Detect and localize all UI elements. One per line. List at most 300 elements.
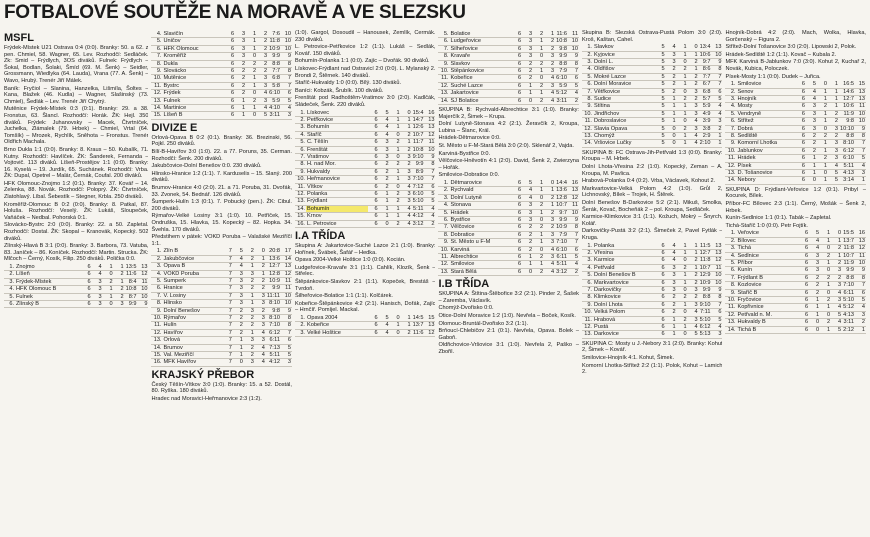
- match-report: Kunín-Sedlnice 1:1 (0:1). Tabák – Zapletal.: [725, 215, 832, 222]
- stat-cell: 4: [828, 162, 839, 169]
- team-name-cell: Heřmanovice: [306, 176, 368, 183]
- standings-table: [438, 31, 579, 105]
- stat-cell: 8:4: [125, 278, 138, 285]
- stat-cell: 6: [224, 31, 235, 38]
- stat-cell: 6: [368, 110, 379, 117]
- stat-cell: 1.: [582, 44, 593, 51]
- stat-cell: 2: [817, 155, 828, 162]
- stat-cell: 2: [544, 194, 555, 201]
- stat-cell: 16: [855, 230, 866, 237]
- match-report: Šumperk-Hulín 1:3 (0:1). 7. Pobucký (pen.). ŽK: Cibul. 200 diváků.: [151, 199, 292, 212]
- stat-cell: 8.: [151, 60, 162, 67]
- stat-cell: 4: [666, 44, 677, 51]
- stat-cell: 6:11: [266, 337, 281, 344]
- team-name-cell: Klimkovice: [593, 294, 655, 301]
- stat-cell: 6: [224, 68, 235, 75]
- stat-cell: 3:9: [699, 118, 712, 125]
- stat-cell: 2: [379, 183, 390, 190]
- stat-cell: 20:8: [266, 248, 281, 255]
- team-name-cell: Hlinsko: [162, 300, 221, 307]
- stat-cell: 1: [817, 118, 828, 125]
- stat-cell: 6: [655, 250, 666, 257]
- table-row: [582, 301, 723, 308]
- stat-cell: 2: [820, 297, 831, 304]
- stat-cell: 1: [817, 147, 828, 154]
- table-row: [582, 44, 723, 51]
- team-name-cell: Lískovec: [306, 110, 368, 117]
- table-row: [295, 139, 436, 146]
- match-report: Příbor-FC Bílovec 2:3 (1:1). Černý, Mošák – Šenk 2, Hrbek.: [725, 201, 866, 214]
- stat-cell: 3: [522, 38, 533, 45]
- stat-cell: 4: [401, 205, 412, 212]
- table-row: [582, 309, 723, 316]
- team-name-cell: Kobeřice: [449, 75, 511, 82]
- match-report: Mutěnice Frýdek-Místek 0:3 (0:1). Branky: 29. a 38. Fronstus, 63. Šlancl. Rozhodčí: Horák. ŽK: Hejl. 350 diváků. Frýdek: Juhanovsky – Macek, Čtvrtníček, Juchelka, Zlámalek (79. Hrbek) – Chmiel, Vrtal (64. Tomšík) – Mrozek, Rychlík, Sněhota – Fronstus. Trenér Oldřich Machala.: [4, 106, 149, 146]
- team-name-cell: Ludgeřovice: [449, 38, 511, 45]
- stat-cell: 11.: [582, 316, 593, 323]
- stat-cell: 4: [544, 90, 555, 97]
- stat-cell: 2: [688, 257, 699, 264]
- stat-cell: 6:11: [843, 289, 854, 296]
- stat-cell: 6: [511, 224, 522, 231]
- stat-cell: 12:7: [839, 95, 855, 102]
- table-row: [582, 110, 723, 117]
- stat-cell: 6: [711, 88, 722, 95]
- table-row: [582, 257, 723, 264]
- stat-cell: 13.: [725, 170, 736, 177]
- stat-cell: 13.: [151, 97, 162, 104]
- stat-cell: 2: [390, 198, 401, 205]
- stat-cell: 4: [379, 124, 390, 131]
- team-name-cell: Frýdek: [162, 90, 224, 97]
- stat-cell: 1: [235, 105, 246, 112]
- table-row: [438, 246, 579, 253]
- stat-cell: 11: [281, 285, 292, 292]
- stat-cell: 9.: [438, 239, 449, 246]
- stat-cell: 5:8: [268, 82, 281, 89]
- stat-cell: 6: [368, 161, 379, 168]
- stat-cell: 6: [511, 38, 522, 45]
- match-report: Rýmařov-Velké Losiny 3:1 (1:0). 10. Petříček, 15. Ondruška, 15. Hlavka, 15. Kopecký – 82. Hopka. 34. Švehla. 170 diváků.: [151, 213, 292, 233]
- stat-cell: 6: [795, 170, 806, 177]
- stat-cell: 8:10: [266, 300, 281, 307]
- stat-cell: 2: [246, 60, 257, 67]
- team-name-cell: Velká Polom: [593, 309, 655, 316]
- stat-cell: 3: [255, 337, 266, 344]
- stat-cell: 8.: [295, 161, 306, 168]
- stat-cell: 6: [81, 301, 92, 308]
- column-2: [151, 30, 292, 535]
- stat-cell: 12.: [151, 329, 162, 336]
- stat-cell: 4: [688, 324, 699, 331]
- stat-cell: 8.: [438, 231, 449, 238]
- stat-cell: 7.: [438, 45, 449, 52]
- table-row: [438, 45, 579, 52]
- stat-cell: 0: [809, 319, 820, 326]
- stat-cell: 7: [222, 292, 233, 299]
- stat-cell: 6: [511, 194, 522, 201]
- table-row: [725, 170, 866, 177]
- stat-cell: 3: [855, 311, 866, 318]
- stat-cell: 9.: [582, 103, 593, 110]
- stat-cell: 8:10: [839, 140, 855, 147]
- team-name-cell: Bílovec: [736, 237, 798, 244]
- stat-cell: 6: [798, 267, 809, 274]
- team-name-cell: Rýmařov: [162, 315, 221, 322]
- stat-cell: 10:9: [556, 224, 567, 231]
- stat-cell: 6: [511, 246, 522, 253]
- stat-cell: 1: [533, 239, 544, 246]
- table-row: [295, 146, 436, 153]
- stat-cell: 5:11: [266, 352, 281, 359]
- stat-cell: 1: [533, 38, 544, 45]
- stat-cell: 5: [655, 96, 666, 103]
- stat-cell: 2: [806, 147, 817, 154]
- team-name-cell: Větřkovice: [593, 88, 655, 95]
- stat-cell: 6: [798, 297, 809, 304]
- stat-cell: 4: [809, 245, 820, 252]
- stat-cell: 0: [401, 110, 412, 117]
- stat-cell: 7: [222, 285, 233, 292]
- stat-cell: 1: [831, 252, 842, 259]
- stat-cell: 2: [533, 97, 544, 104]
- stat-cell: 13: [711, 44, 722, 51]
- stat-cell: 1: [390, 205, 401, 212]
- table-row: [582, 243, 723, 250]
- stat-cell: 3: [244, 307, 255, 314]
- stat-cell: 6: [568, 75, 579, 82]
- table-row: [582, 287, 723, 294]
- team-name-cell: HFK Olomouc: [162, 45, 224, 52]
- stat-cell: 5.: [151, 278, 162, 285]
- team-name-cell: Krnov: [306, 213, 368, 220]
- stat-cell: 1: [677, 44, 688, 51]
- stat-cell: 2: [244, 344, 255, 351]
- stat-cell: 7: [281, 82, 292, 89]
- stat-cell: 7: [568, 239, 579, 246]
- stat-cell: 2: [244, 352, 255, 359]
- stat-cell: 6: [224, 112, 235, 119]
- standings-table: [582, 243, 723, 339]
- stat-cell: 2: [244, 255, 255, 262]
- stat-cell: 6: [655, 324, 666, 331]
- stat-cell: 0: [666, 140, 677, 147]
- stat-cell: 6: [511, 90, 522, 97]
- stat-cell: 6: [798, 237, 809, 244]
- stat-cell: 2: [235, 75, 246, 82]
- stat-cell: 7: [222, 255, 233, 262]
- stat-cell: 3:11: [556, 97, 567, 104]
- stat-cell: 0: [390, 131, 401, 138]
- stat-cell: 1: [522, 82, 533, 89]
- stat-cell: 1: [677, 301, 688, 308]
- stat-cell: 4:13: [839, 170, 855, 177]
- stat-cell: 6.: [438, 38, 449, 45]
- table-row: [725, 103, 866, 110]
- stat-cell: 3:11: [269, 112, 280, 119]
- stat-cell: 13: [137, 264, 148, 271]
- stat-cell: 2.: [582, 51, 593, 58]
- stat-cell: 3: [255, 315, 266, 322]
- table-row: [4, 286, 148, 293]
- stat-cell: 6: [368, 168, 379, 175]
- stat-cell: 8: [281, 322, 292, 329]
- stat-cell: 13:5: [125, 264, 137, 270]
- stat-cell: 1: [677, 324, 688, 331]
- stat-cell: 13:7: [412, 322, 424, 329]
- stat-cell: 9:10: [412, 153, 424, 160]
- stat-cell: 1: [390, 110, 401, 117]
- match-report: Kroměříž-Olomouc B 0:2 (0:0). Branky: 8. Patkal, 87. Holuša. Rozhodčí: Veselý. ŽK: Lukáš, Sloupeček, Vaňáček – Nedbal. Pohorská 0:1.: [4, 201, 149, 221]
- stat-cell: 2: [533, 268, 544, 275]
- table-row: [725, 133, 866, 140]
- match-report: Orlová-Opava B 0:2 (0:1). Branky: 36. Brezinski, 56. Pojkl. 250 diváků.: [151, 134, 292, 148]
- stat-cell: 2: [379, 168, 390, 175]
- stat-cell: 3.: [4, 278, 15, 285]
- stat-cell: 2: [666, 301, 677, 308]
- stat-cell: 6: [655, 264, 666, 271]
- stat-cell: 6.: [151, 45, 162, 52]
- stat-cell: 5: [281, 344, 292, 351]
- table-row: [438, 217, 579, 224]
- stat-cell: 10: [855, 110, 866, 117]
- stat-cell: 4.: [151, 31, 162, 38]
- stat-cell: 13.: [582, 133, 593, 140]
- stat-cell: 14:6: [839, 88, 855, 95]
- standings-table: [582, 44, 723, 148]
- stat-cell: 13:4: [699, 44, 711, 51]
- match-report: Hrádek-Dětmarovice 0:0.: [438, 135, 501, 142]
- team-name-cell: Štítina: [593, 103, 655, 110]
- stat-cell: 7:10: [843, 282, 854, 289]
- stat-cell: 1: [255, 255, 266, 262]
- match-report: Dolní Lutyně-Stonava 4:2 (2:1). Žeravčík 2, Kroupa, Lubina – Šlanc, Král.: [438, 121, 579, 134]
- stat-cell: 10: [711, 272, 722, 279]
- stat-cell: 2: [246, 68, 257, 75]
- stat-cell: 3: [522, 31, 533, 38]
- team-name-cell: Orlová: [162, 337, 221, 344]
- stat-cell: 1: [379, 191, 390, 198]
- table-row: [438, 97, 579, 104]
- stat-cell: 8:8: [699, 294, 712, 301]
- stat-cell: 13:6: [556, 187, 567, 194]
- stat-cell: 5: [655, 59, 666, 66]
- match-report: Baník: Fryčiol – Slanina, Hanzelka, Lišmíla, Šoltes – Kana, Blažek (46. Kudla) – Wagner, Slašinský (73. Chmiel), Šedlák – Lev. Trenér Jiří Chytrý.: [4, 85, 149, 105]
- team-name-cell: Sedlnice: [736, 252, 798, 259]
- stat-cell: 5: [655, 133, 666, 140]
- stat-cell: 8: [855, 274, 866, 281]
- stat-cell: 11:6: [556, 31, 567, 37]
- team-name-cell: Šilheřovice: [449, 45, 511, 52]
- stat-cell: 14:5: [412, 314, 424, 321]
- match-report: St. Město u F-M-Stará Bělá 3:0 (2:0). Sklenář 2, Vajda.: [438, 143, 574, 150]
- stat-cell: 2: [401, 329, 412, 336]
- stat-cell: 9:7: [555, 209, 568, 216]
- stat-cell: 7:10: [266, 322, 281, 329]
- team-name-cell: Dobrá: [736, 125, 795, 132]
- team-name-cell: Písek: [736, 162, 795, 169]
- stat-cell: 13: [711, 243, 722, 250]
- stat-cell: 12: [855, 245, 866, 252]
- stat-cell: 8.: [438, 53, 449, 60]
- table-row: [582, 324, 723, 331]
- team-name-cell: Smilovice: [449, 261, 511, 268]
- table-row: [725, 326, 866, 333]
- stat-cell: 2: [522, 224, 533, 231]
- stat-cell: 3: [544, 231, 555, 238]
- stat-cell: 1: [401, 124, 412, 131]
- table-row: [725, 230, 866, 237]
- table-row: [582, 59, 723, 66]
- stat-cell: 9:9: [266, 285, 281, 292]
- stat-cell: 2: [666, 88, 677, 95]
- stat-cell: 3: [257, 97, 268, 104]
- table-row: [151, 352, 292, 359]
- stat-cell: 1: [711, 133, 722, 140]
- stat-cell: 11:8: [269, 38, 280, 45]
- stat-cell: 3: [809, 260, 820, 267]
- stat-cell: 7:10: [412, 176, 424, 183]
- stat-cell: 3: [233, 278, 244, 285]
- stat-cell: 2: [806, 133, 817, 140]
- stat-cell: 2: [522, 68, 533, 75]
- stat-cell: 4: [688, 118, 699, 125]
- match-report: Karviná-Bystřice 0:0.: [438, 150, 491, 157]
- stat-cell: 6: [224, 75, 235, 82]
- stat-cell: 9:9: [555, 53, 568, 60]
- stat-cell: 6: [655, 279, 666, 286]
- team-name-cell: Veřovice: [736, 230, 798, 237]
- stat-cell: 2.: [438, 187, 449, 194]
- stat-cell: 2: [677, 316, 688, 323]
- stat-cell: 5: [711, 96, 722, 103]
- stat-cell: 2: [831, 260, 842, 267]
- stat-cell: 6.: [4, 301, 15, 308]
- stat-cell: 10.: [151, 75, 162, 82]
- stat-cell: 6: [368, 213, 379, 220]
- stat-cell: 2: [806, 140, 817, 147]
- stat-cell: 9: [137, 301, 148, 308]
- stat-cell: 3: [711, 118, 722, 125]
- stat-cell: 4.: [725, 103, 736, 110]
- table-row: [582, 316, 723, 323]
- standings-table: [151, 248, 292, 367]
- stat-cell: 6: [511, 231, 522, 238]
- stat-cell: 3: [92, 278, 103, 285]
- stat-cell: 9: [855, 125, 866, 132]
- team-name-cell: Č. Těšín: [306, 139, 368, 146]
- stat-cell: 2: [114, 271, 125, 278]
- stat-cell: 6: [795, 103, 806, 110]
- stat-cell: 2: [255, 285, 266, 292]
- stat-cell: 4:9: [699, 110, 712, 117]
- stat-cell: 6: [655, 301, 666, 308]
- team-name-cell: Velké Hoštice: [306, 329, 368, 336]
- stat-cell: 7: [711, 81, 722, 88]
- stat-cell: 3: [688, 125, 699, 132]
- stat-cell: 1: [677, 272, 688, 279]
- stat-cell: 3: [809, 267, 820, 274]
- stat-cell: 13: [424, 322, 435, 329]
- table-row: [438, 268, 579, 275]
- stat-cell: 1.: [295, 315, 306, 322]
- stat-cell: 7:7: [268, 68, 281, 75]
- match-report: Chomýž-Dvořisko 0:0.: [438, 305, 494, 312]
- stat-cell: 4: [233, 263, 244, 270]
- stat-cell: 3: [688, 316, 699, 323]
- table-row: [295, 205, 436, 212]
- stat-cell: 3: [281, 359, 292, 366]
- stat-cell: 5:12: [843, 304, 854, 311]
- table-row: [151, 82, 292, 89]
- match-report: Hnojník-Dobrá 4:2 (2:0). Mach, Wolka, Hlavka, Gorčenský – Figura 2.: [725, 30, 866, 43]
- stat-cell: 5: [831, 326, 842, 333]
- stat-cell: 7: [424, 168, 435, 175]
- section-heading: I.B TŘÍDA: [438, 278, 490, 291]
- stat-cell: 1: [806, 170, 817, 177]
- team-name-cell: Dětmarovice: [449, 180, 511, 187]
- table-row: [295, 168, 436, 175]
- column-6: [725, 30, 866, 535]
- table-row: [725, 81, 866, 88]
- stat-cell: 1: [820, 230, 831, 237]
- stat-cell: 0: [677, 59, 688, 66]
- stat-cell: 3: [244, 359, 255, 366]
- stat-cell: 4: [401, 183, 412, 190]
- match-report: Vělčovice-Hněvotín 4:1 (2:0). David, Šenk 2, Zwierzyna – Hořák.: [438, 158, 579, 171]
- stat-cell: 1: [103, 286, 114, 293]
- stat-cell: 1: [244, 300, 255, 307]
- stat-cell: 9: [711, 287, 722, 294]
- stat-cell: 3.: [438, 194, 449, 201]
- stat-cell: 4: [281, 105, 292, 112]
- stat-cell: 1: [390, 146, 401, 153]
- team-name-cell: Hnojník: [736, 95, 795, 102]
- stat-cell: 3: [233, 285, 244, 292]
- stat-cell: 5:7: [699, 96, 712, 103]
- stat-cell: 7.: [582, 88, 593, 95]
- team-name-cell: Dolní Lhota: [593, 301, 655, 308]
- stat-cell: 2: [817, 103, 828, 110]
- stat-cell: 11:9: [843, 260, 854, 267]
- team-name-cell: Frenštát: [306, 146, 368, 153]
- stat-cell: 9: [424, 153, 435, 160]
- stat-cell: 2: [401, 161, 412, 168]
- table-row: [151, 248, 292, 255]
- stat-cell: 6: [224, 38, 235, 45]
- team-name-cell: Frýdlant: [306, 198, 368, 205]
- table-row: [582, 103, 723, 110]
- stat-cell: 6: [368, 329, 379, 336]
- team-name-cell: Kozlovice: [736, 282, 798, 289]
- team-name-cell: Kobeřice: [306, 322, 368, 329]
- stat-cell: 10.: [725, 147, 736, 154]
- team-name-cell: Vřesina: [593, 250, 655, 257]
- stat-cell: 2: [688, 96, 699, 103]
- table-row: [725, 147, 866, 154]
- stat-cell: 2: [828, 110, 839, 117]
- stat-cell: 3: [235, 45, 246, 52]
- table-row: [725, 297, 866, 304]
- stat-cell: 1: [828, 95, 839, 102]
- stat-cell: 4: [424, 213, 435, 220]
- stat-cell: 8:9: [412, 168, 425, 175]
- stat-cell: 6: [368, 322, 379, 329]
- stat-cell: 4.: [582, 264, 593, 271]
- stat-cell: 3: [544, 82, 555, 89]
- table-row: [438, 180, 579, 187]
- table-row: [725, 289, 866, 296]
